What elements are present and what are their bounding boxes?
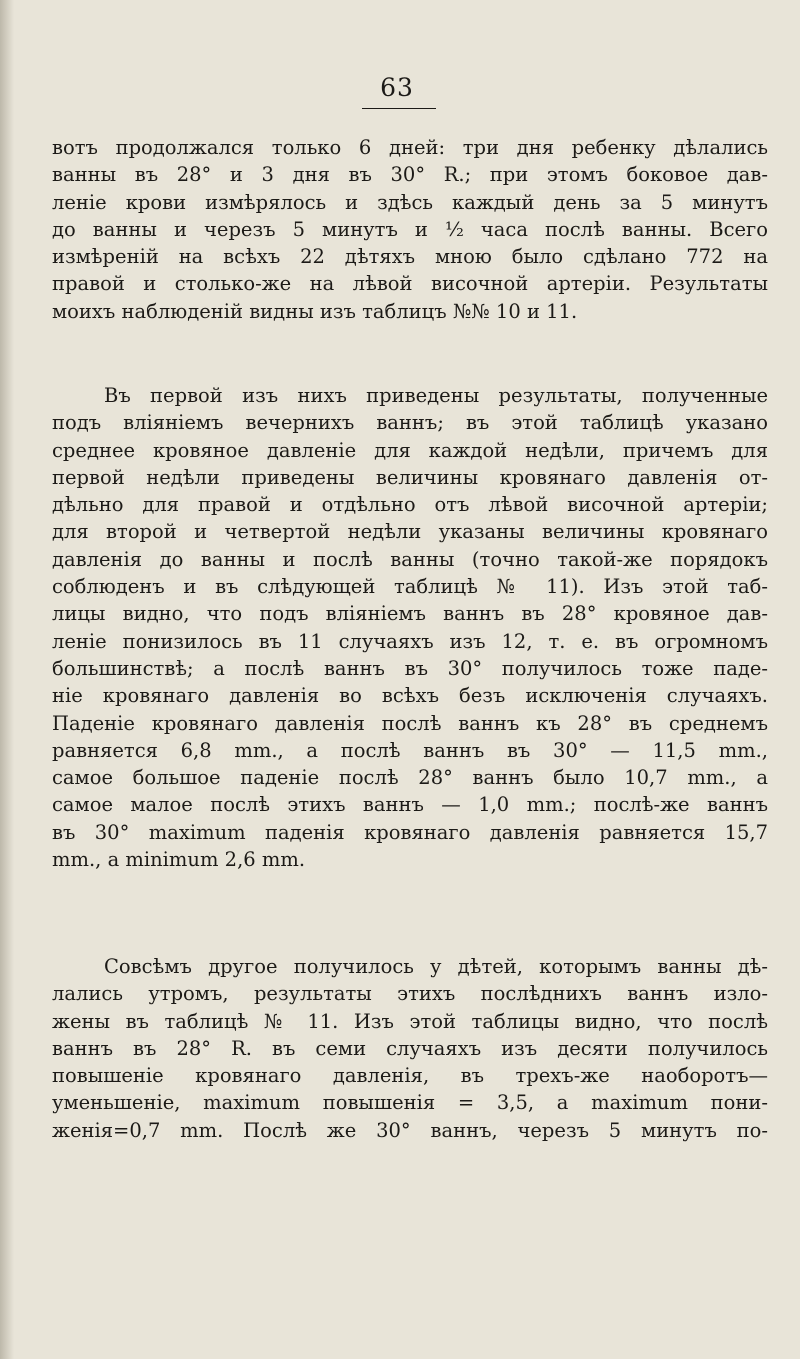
paragraph-2 bbox=[52, 382, 768, 873]
page-number-underline bbox=[362, 108, 436, 109]
text-line: леніе понизилось въ 11 случаяхъ изъ 12, т. е. въ огромномъ bbox=[52, 629, 768, 653]
text-line: дѣльно для правой и отдѣльно отъ лѣвой височной артеріи; bbox=[52, 493, 768, 517]
text-line: правой и столько-же на лѣвой височной артеріи. Результаты bbox=[52, 272, 768, 296]
paragraph-1 bbox=[52, 134, 768, 325]
text-line: ваннъ въ 28° R. въ семи случаяхъ изъ десяти получилось bbox=[52, 1036, 768, 1060]
paragraph-3 bbox=[52, 953, 768, 1144]
text-line: леніе крови измѣрялось и здѣсь каждый день за 5 минутъ bbox=[52, 190, 768, 214]
text-line: Совсѣмъ другое получилось у дѣтей, которымъ ванны дѣ- bbox=[104, 955, 768, 978]
page-number: 63 bbox=[380, 73, 414, 102]
text-line: ванны въ 28° и 3 дня въ 30° R.; при этомъ боковое дав- bbox=[52, 163, 768, 187]
text-line: давленія до ванны и послѣ ванны (точно такой-же порядокъ bbox=[52, 547, 768, 571]
text-line: ніе кровянаго давленія во всѣхъ безъ исключенія случаяхъ. bbox=[52, 684, 768, 708]
page-gutter-shadow bbox=[0, 0, 14, 1359]
text-line: уменьшеніе, maximum повышенія = 3,5, а maximum пони- bbox=[52, 1091, 768, 1115]
text-line: среднее кровяное давленіе для каждой недѣли, причемъ для bbox=[52, 438, 768, 462]
text-line: mm., а minimum 2,6 mm. bbox=[52, 848, 306, 872]
text-line: измѣреній на всѣхъ 22 дѣтяхъ мною было сдѣлано 772 на bbox=[52, 245, 768, 269]
text-line: большинствѣ; а послѣ ваннъ въ 30° получилось тоже паде- bbox=[52, 656, 768, 680]
text-line: соблюденъ и въ слѣдующей таблицѣ № 11). Изъ этой таб- bbox=[52, 575, 768, 599]
text-line: Паденіе кровянаго давленія послѣ ваннъ къ 28° въ среднемъ bbox=[52, 711, 768, 735]
text-line: подъ вліяніемъ вечернихъ ваннъ; въ этой таблицѣ указано bbox=[52, 411, 768, 435]
text-line: самое малое послѣ этихъ ваннъ — 1,0 mm.; послѣ-же ваннъ bbox=[52, 793, 768, 817]
text-line: для второй и четвертой недѣли указаны величины кровянаго bbox=[52, 520, 768, 544]
text-line: до ванны и черезъ 5 минутъ и ½ часа послѣ ванны. Всего bbox=[52, 217, 768, 241]
text-line: жены въ таблицѣ № 11. Изъ этой таблицы видно, что послѣ bbox=[52, 1009, 768, 1033]
text-line: моихъ наблюденій видны изъ таблицъ №№ 10 и 11. bbox=[52, 299, 578, 323]
text-line: вотъ продолжался только 6 дней: три дня ребенку дѣлались bbox=[52, 136, 768, 159]
text-line: въ 30° maximum паденія кровянаго давленія равняется 15,7 bbox=[52, 820, 768, 844]
text-line: женія=0,7 mm. Послѣ же 30° ваннъ, черезъ 5 минутъ по- bbox=[52, 1118, 768, 1142]
text-line: равняется 6,8 mm., а послѣ ваннъ въ 30° — 11,5 mm., bbox=[52, 738, 768, 762]
text-line: лицы видно, что подъ вліяніемъ ваннъ въ 28° кровяное дав- bbox=[52, 602, 768, 626]
text-line: самое большое паденіе послѣ 28° ваннъ было 10,7 mm., а bbox=[52, 766, 768, 790]
text-line: лались утромъ, результаты этихъ послѣднихъ ваннъ изло- bbox=[52, 982, 768, 1006]
text-line: Въ первой изъ нихъ приведены результаты, полученные bbox=[104, 384, 768, 407]
text-line: первой недѣли приведены величины кровянаго давленія от- bbox=[52, 465, 768, 489]
text-line: повышеніе кровянаго давленія, въ трехъ-же наоборотъ— bbox=[52, 1064, 768, 1088]
